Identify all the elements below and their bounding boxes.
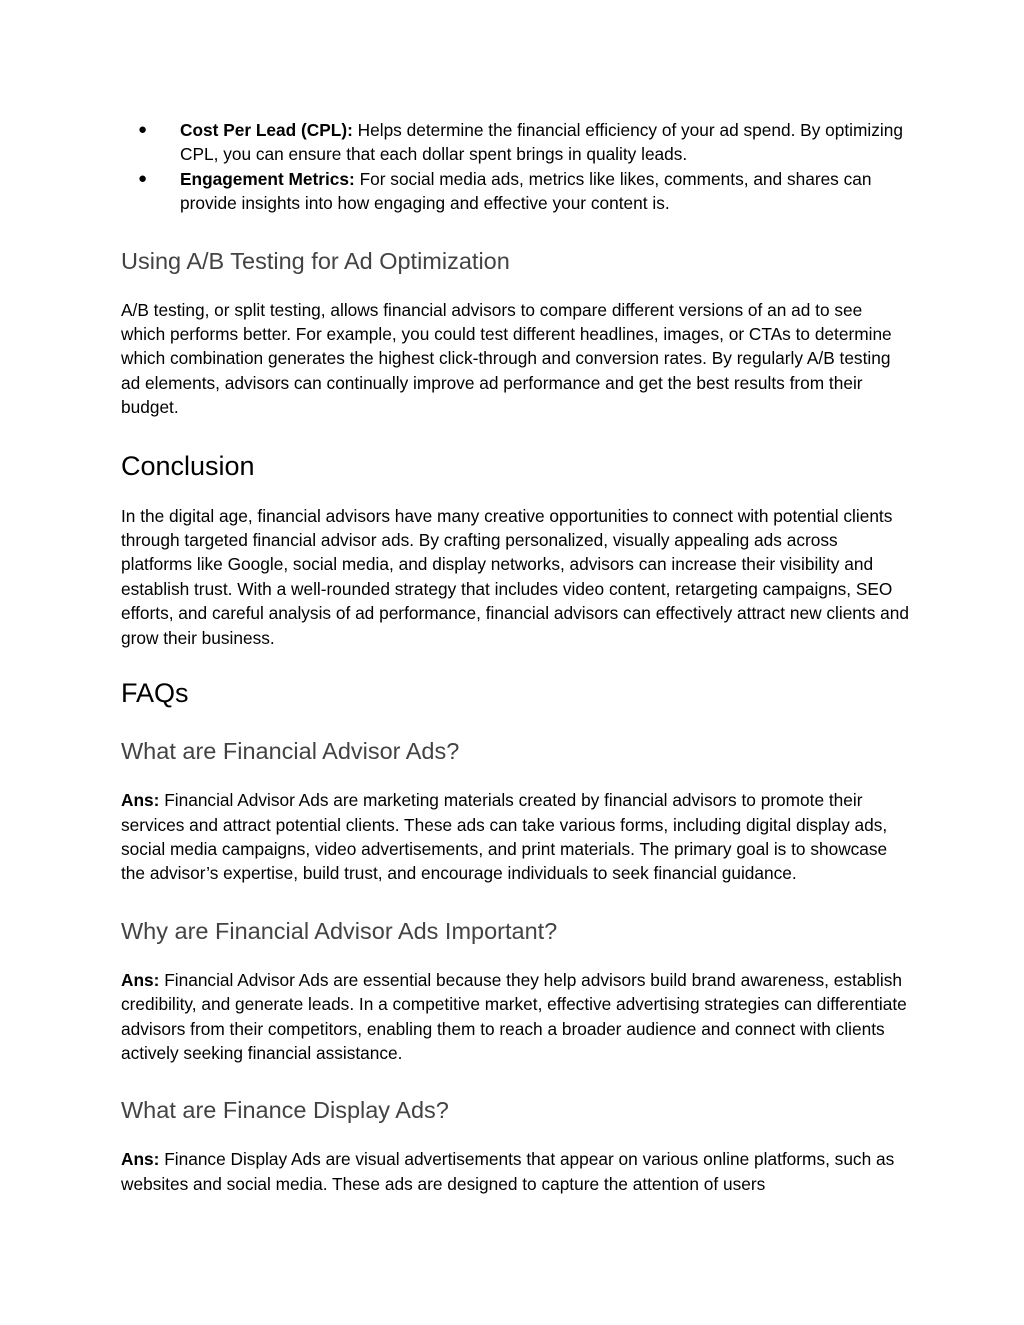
- document-page: [121, 118, 911, 1196]
- faq-answer-2: [121, 968, 911, 1066]
- answer-text: Finance Display Ads are visual advertisements that appear on various online platforms, such as websites and social media. These ads are designed to capture the attention of users: [121, 1149, 895, 1194]
- bullet-icon: ●: [138, 169, 148, 187]
- faqs-heading: FAQs: [121, 678, 189, 709]
- bullet-label: Cost Per Lead (CPL):: [180, 120, 353, 140]
- answer-label: Ans:: [121, 969, 160, 990]
- ab-testing-paragraph: A/B testing, or split testing, allows financial advisors to compare different versions of an ad to see which performs better. For example, you could test different headlines, images, or CTAs to determine which combination generates the highest click-through and conversion rates. By regularly A/B testing ad elements, advisors can continually improve ad performance and get the best results from their budget.: [121, 299, 892, 418]
- ab-testing-heading: Using A/B Testing for Ad Optimization: [121, 247, 510, 274]
- conclusion-heading: Conclusion: [121, 450, 255, 481]
- conclusion-paragraph: In the digital age, financial advisors have many creative opportunities to connect with potential clients through targeted financial advisor ads. By crafting personalized, visually appealing ads across platforms like Google, social media, and display networks, advisors can increase their visibility and establish trust. With a well-rounded strategy that includes video content, retargeting campaigns, SEO efforts, and careful analysis of ad performance, financial advisors can effectively attract new clients and grow their business.: [121, 505, 909, 648]
- bullet-label: Engagement Metrics:: [180, 168, 355, 189]
- metrics-bullet-list: [121, 118, 911, 216]
- answer-label: Ans:: [121, 790, 160, 811]
- bullet-item-cpl: [121, 118, 911, 167]
- bullet-text: Helps determine the financial efficiency of your ad spend. By optimizing CPL, you can ensure that each dollar spent brings in quality leads.: [180, 120, 903, 165]
- answer-text: Financial Advisor Ads are essential because they help advisors build brand awareness, establish credibility, and generate leads. In a competitive market, effective advertising strategies can differentiate advisors from their competitors, enabling them to reach a broader audience and connect with clients actively seeking financial assistance.: [121, 969, 907, 1063]
- answer-text: Financial Advisor Ads are marketing materials created by financial advisors to promote their services and attract potential clients. These ads can take various forms, including digital display ads, social media campaigns, video advertisements, and print materials. The primary goal is to showcase the advisor’s expertise, build trust, and encourage individuals to seek financial guidance.: [121, 790, 888, 884]
- bullet-item-engagement: [121, 167, 911, 216]
- faq-question-2: Why are Financial Advisor Ads Important?: [121, 917, 558, 944]
- answer-label: Ans:: [121, 1149, 160, 1170]
- faq-answer-3: [121, 1147, 911, 1196]
- faq-question-1: What are Financial Advisor Ads?: [121, 738, 460, 765]
- bullet-text: For social media ads, metrics like likes, comments, and shares can provide insights into how engaging and effective your content is.: [180, 168, 872, 214]
- bullet-icon: ●: [138, 121, 148, 138]
- faq-answer-1: [121, 788, 911, 886]
- faq-question-3: What are Finance Display Ads?: [121, 1097, 449, 1124]
